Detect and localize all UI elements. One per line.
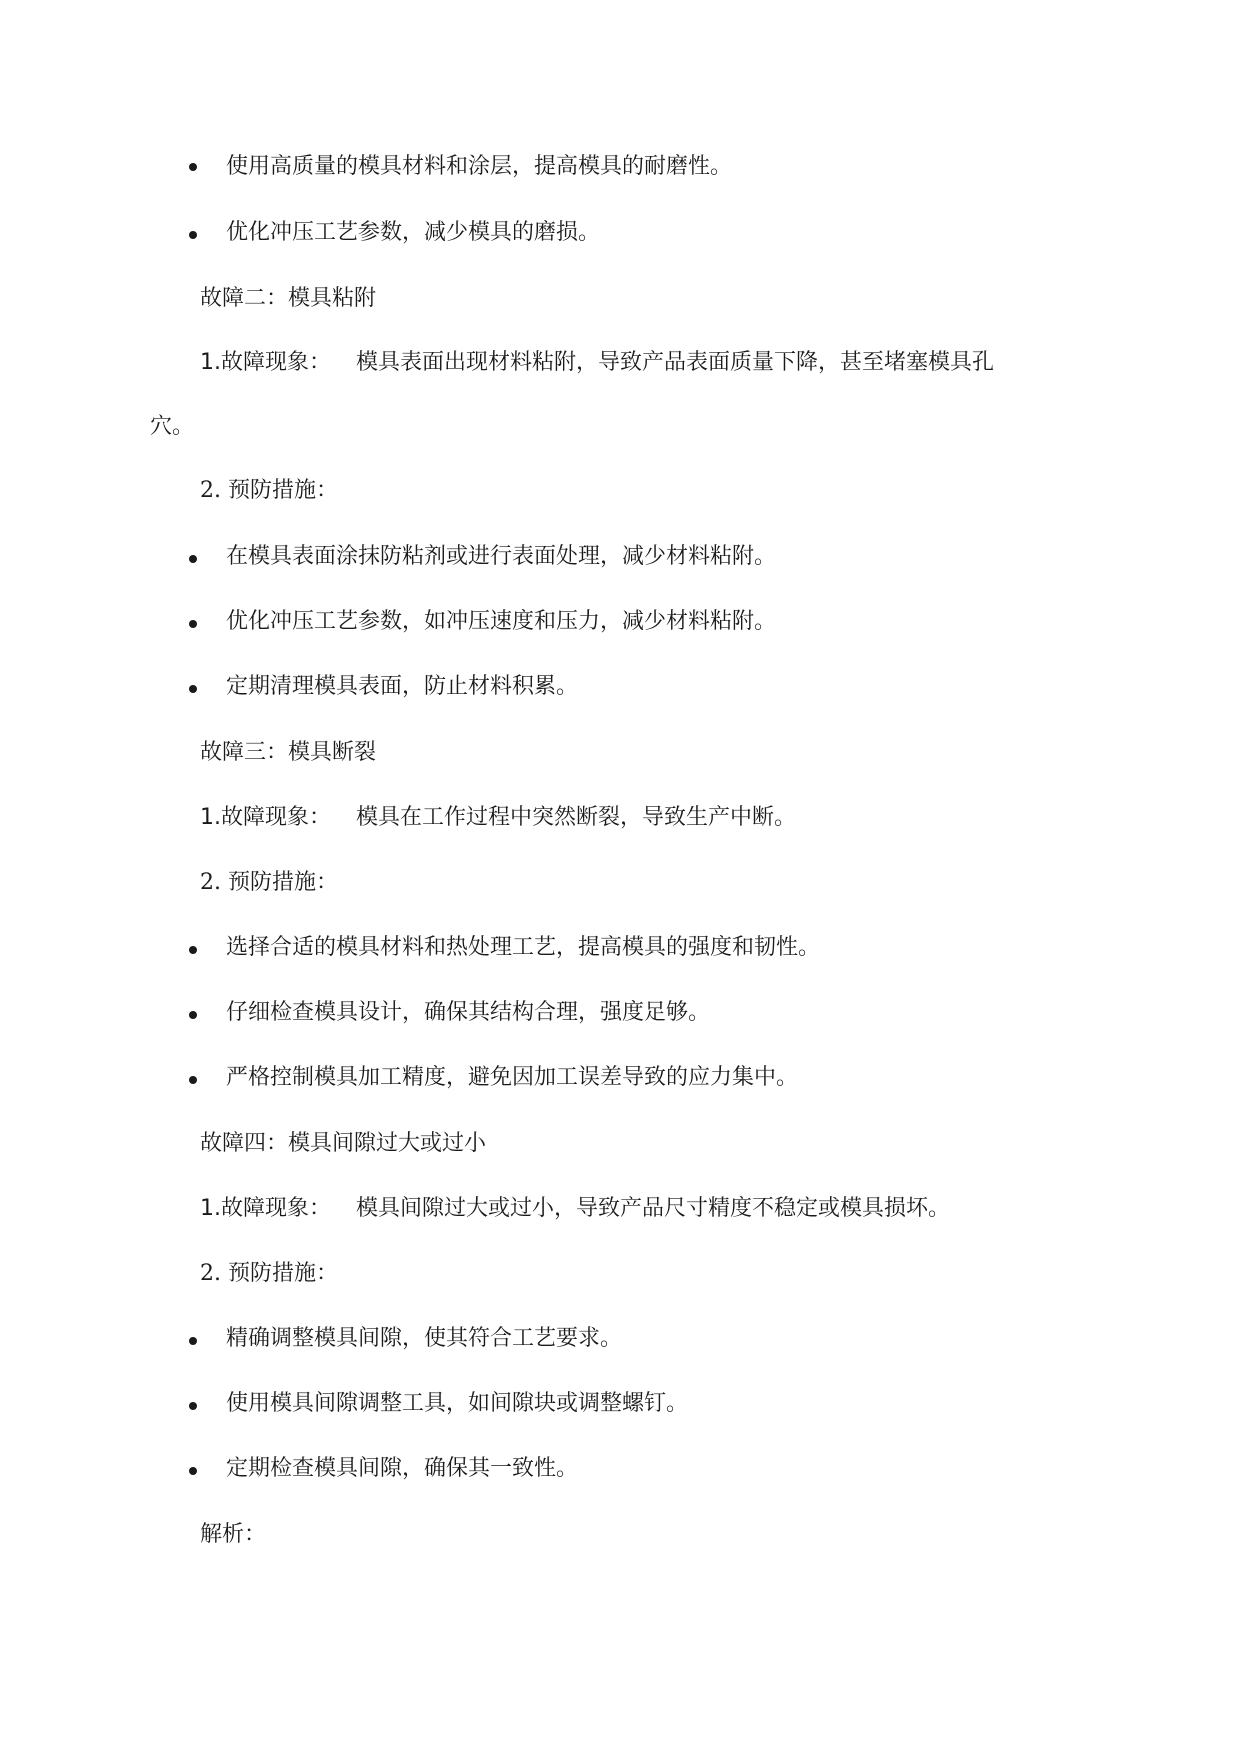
phenomenon-label: 故障现象： <box>221 350 332 375</box>
phenomenon-text: 模具表面出现材料粘附，导致产品表面质量下降，甚至堵塞模具孔 <box>356 350 995 375</box>
bullet-text: 定期检查模具间隙，确保其一致性。 <box>226 1456 579 1481</box>
bullet-dot <box>189 1402 197 1410</box>
bullet-text: 选择合适的模具材料和热处理工艺，提高模具的强度和韧性。 <box>226 935 821 960</box>
fault-heading: 故障四：模具间隙过大或过小 <box>200 1131 487 1156</box>
phenomenon-number: 1. <box>200 805 221 830</box>
measures-label: 2. 预防措施： <box>200 870 338 895</box>
phenomenon-line <box>200 803 331 833</box>
bullet-dot <box>189 555 197 563</box>
bullet-dot <box>189 1467 197 1475</box>
bullet-text: 在模具表面涂抹防粘剂或进行表面处理，减少材料粘附。 <box>226 544 777 569</box>
measures-label: 2. 预防措施： <box>200 478 338 503</box>
phenomenon-number: 1. <box>200 350 221 375</box>
bullet-text: 仔细检查模具设计，确保其结构合理，强度足够。 <box>226 1000 711 1025</box>
phenomenon-label: 故障现象： <box>221 1196 332 1221</box>
bullet-dot <box>189 1337 197 1345</box>
bullet-dot <box>189 685 197 693</box>
phenomenon-text: 模具在工作过程中突然断裂，导致生产中断。 <box>356 805 797 830</box>
bullet-text: 使用高质量的模具材料和涂层，提高模具的耐磨性。 <box>226 154 733 179</box>
bullet-dot <box>189 620 197 628</box>
bullet-text: 优化冲压工艺参数，如冲压速度和压力，减少材料粘附。 <box>226 609 777 634</box>
analysis-label: 解析： <box>200 1522 267 1547</box>
bullet-dot <box>189 1011 197 1019</box>
bullet-dot <box>189 163 197 171</box>
phenomenon-line <box>200 348 331 378</box>
bullet-text: 精确调整模具间隙，使其符合工艺要求。 <box>226 1326 623 1351</box>
fault-heading: 故障二：模具粘附 <box>200 286 377 311</box>
bullet-text: 使用模具间隙调整工具，如间隙块或调整螺钉。 <box>226 1391 689 1416</box>
phenomenon-text-continued: 穴。 <box>150 414 195 439</box>
phenomenon-number: 1. <box>200 1196 221 1221</box>
fault-heading: 故障三：模具断裂 <box>200 740 377 765</box>
bullet-text: 优化冲压工艺参数，减少模具的磨损。 <box>226 220 601 245</box>
bullet-text: 定期清理模具表面，防止材料积累。 <box>226 674 579 699</box>
phenomenon-text: 模具间隙过大或过小，导致产品尺寸精度不稳定或模具损坏。 <box>356 1196 951 1221</box>
bullet-dot <box>189 946 197 954</box>
phenomenon-label: 故障现象： <box>221 805 332 830</box>
bullet-dot <box>189 231 197 239</box>
bullet-text: 严格控制模具加工精度，避免因加工误差导致的应力集中。 <box>226 1065 799 1090</box>
bullet-dot <box>189 1076 197 1084</box>
measures-label: 2. 预防措施： <box>200 1261 338 1286</box>
phenomenon-line <box>200 1194 331 1224</box>
